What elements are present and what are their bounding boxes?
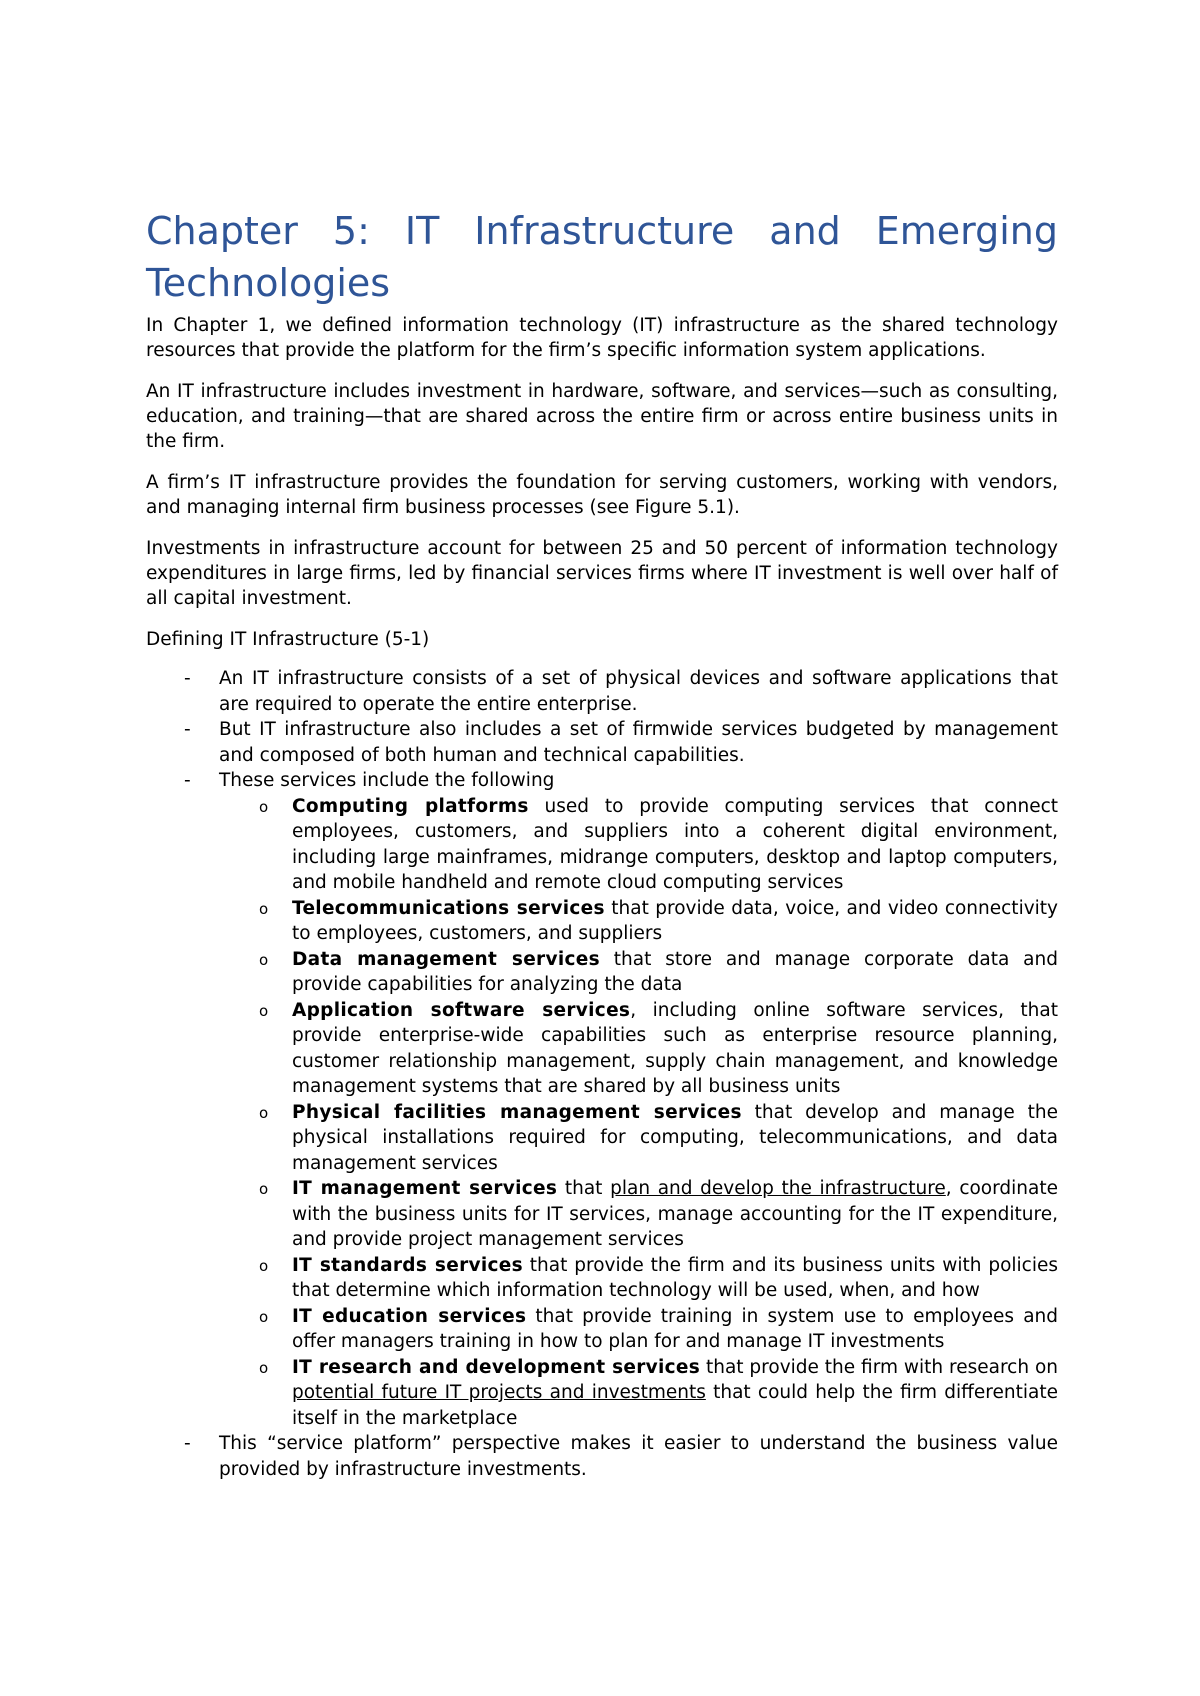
service-term: IT management services — [292, 1178, 558, 1199]
list-item-text: An IT infrastructure consists of a set of physical devices and software applications that are required to operate the entire enterprise. — [219, 668, 1058, 715]
underlined-phrase: potential future IT projects and investments — [292, 1382, 706, 1403]
paragraph: Investments in infrastructure account for between 25 and 50 percent of information technology expenditures in large firms, led by financial services firms where IT investment is well over half of all capital investment. — [146, 538, 1058, 609]
service-description: that develop and manage the physical installations required for computing, telecommunications, and data management services — [292, 1101, 1058, 1174]
dash-marker: - — [184, 770, 191, 791]
circle-marker: o — [259, 797, 269, 816]
list-item — [146, 768, 1058, 1431]
paragraph: In Chapter 1, we defined information technology (IT) infrastructure as the shared technology resources that provide the platform for the firm’s specific information system applications. — [146, 315, 1058, 361]
circle-marker: o — [259, 1001, 269, 1020]
paragraph: A firm’s IT infrastructure provides the foundation for serving customers, working with vendors, and managing internal firm business processes (see Figure 5.1). — [146, 472, 1058, 518]
service-description: that provide data, voice, and video connectivity to employees, customers, and suppliers — [292, 897, 1058, 944]
service-item — [259, 1100, 1058, 1177]
service-description: that could help the firm differentiate itself in the marketplace — [292, 1382, 1058, 1429]
circle-marker: o — [259, 899, 269, 918]
list-item — [146, 1431, 1058, 1482]
list-item-text: This “service platform” perspective makes it easier to understand the business value provided by infrastructure investments. — [219, 1433, 1058, 1480]
service-description: that — [557, 1178, 611, 1199]
chapter-title: Chapter 5: IT Infrastructure and Emerging Technologies — [146, 209, 1058, 305]
service-description: , including online software services, that provide enterprise-wide capabilities such as enterprise resource planning, customer relationship management, supply chain management, and knowledge management systems that are shared by all business units — [292, 999, 1058, 1097]
service-item — [259, 998, 1058, 1100]
service-description: that provide training in system use to employees and offer managers training in how to plan for and manage IT investments — [292, 1305, 1058, 1352]
dash-marker: - — [184, 1433, 191, 1454]
bullet-list — [146, 666, 1058, 1482]
list-item-text: These services include the following — [219, 770, 555, 791]
dash-marker: - — [184, 668, 191, 689]
document-page — [146, 205, 1058, 1482]
service-term: Physical facilities management services — [292, 1101, 742, 1123]
services-list — [259, 794, 1059, 1432]
service-item — [259, 1304, 1058, 1355]
service-description: that provide the firm and its business units with policies that determine which information technology will be used, when, and how — [292, 1254, 1058, 1301]
service-description: used to provide computing services that connect employees, customers, and suppliers into a coherent digital environment, including large mainframes, midrange computers, desktop and laptop computers, and mobile handheld and remote cloud computing services — [292, 795, 1059, 893]
section-heading: Defining IT Infrastructure (5-1) — [146, 629, 430, 650]
service-item — [259, 947, 1058, 998]
service-term: IT research and development services — [292, 1356, 701, 1378]
dash-marker: - — [184, 719, 191, 740]
service-item — [259, 794, 1059, 896]
service-description: that provide the firm with research on — [700, 1356, 1058, 1378]
paragraph: An IT infrastructure includes investment in hardware, software, and services—such as consulting, education, and training—that are shared across the entire firm or across entire business units in the firm. — [146, 381, 1058, 452]
service-term: Application software services — [292, 999, 631, 1021]
service-description: , coordinate with the business units for IT services, manage accounting for the IT expenditure, and provide project management services — [292, 1178, 1058, 1250]
service-item — [259, 1355, 1058, 1432]
service-term: Data management services — [292, 948, 600, 970]
list-item — [146, 717, 1058, 768]
circle-marker: o — [259, 1256, 269, 1275]
service-term: IT education services — [292, 1305, 527, 1327]
list-item — [146, 666, 1058, 717]
circle-marker: o — [259, 1358, 269, 1377]
service-term: IT standards services — [292, 1254, 523, 1276]
circle-marker: o — [259, 1307, 269, 1326]
service-item — [259, 896, 1058, 947]
underlined-phrase: plan and develop the infrastructure — [610, 1178, 946, 1199]
service-term: Telecommunications services — [292, 897, 605, 919]
service-item — [259, 1176, 1058, 1253]
circle-marker: o — [259, 1103, 269, 1122]
service-description: that store and manage corporate data and provide capabilities for analyzing the data — [292, 948, 1058, 995]
service-term: Computing platforms — [292, 795, 529, 817]
circle-marker: o — [259, 1180, 269, 1198]
service-item — [259, 1253, 1058, 1304]
circle-marker: o — [259, 950, 269, 969]
list-item-text: But IT infrastructure also includes a set of firmwide services budgeted by management and composed of both human and technical capabilities. — [219, 719, 1058, 766]
